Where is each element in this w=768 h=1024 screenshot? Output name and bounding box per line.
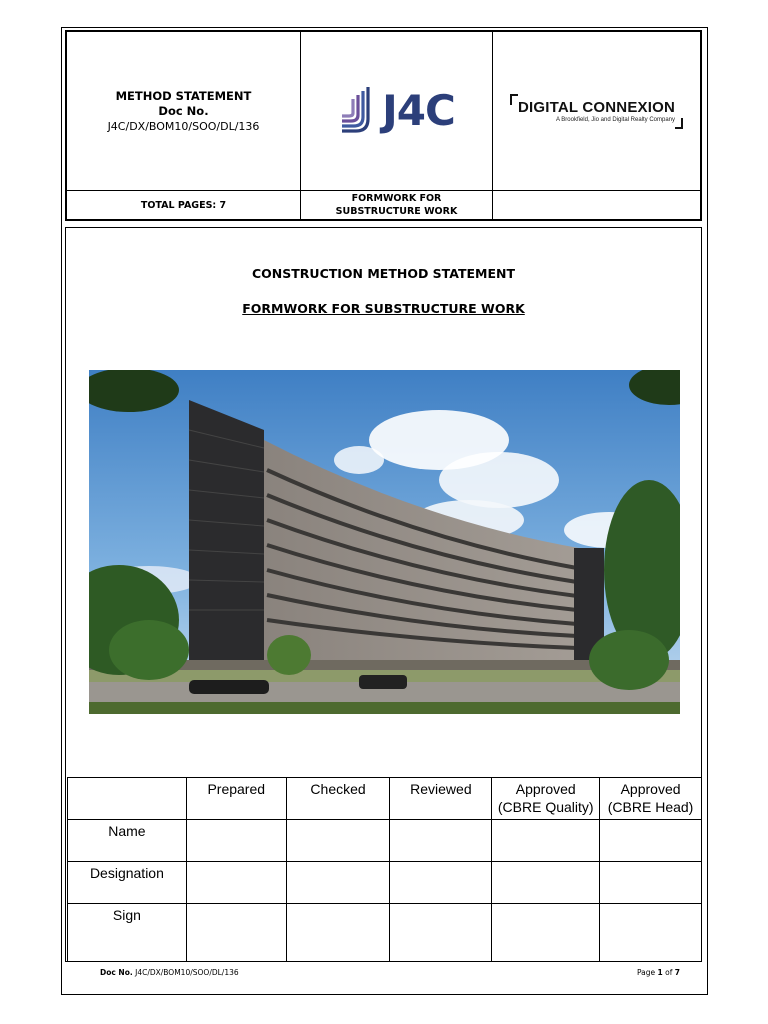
partner-logo-name: DIGITAL CONNEXION [517,98,676,116]
footer-page-total: 7 [674,968,680,977]
table-cell[interactable] [600,904,702,962]
table-cell[interactable] [286,862,390,904]
document-subtitle: FORMWORK FOR SUBSTRUCTURE WORK [242,301,525,316]
header-table [65,30,702,221]
body-box [65,227,702,962]
doc-number: J4C/DX/BOM10/SOO/DL/136 [107,119,260,133]
j4c-stripes-icon [338,85,376,137]
table-cell[interactable] [390,862,492,904]
footer-page-of: of [665,968,673,977]
row-label-sign: Sign [68,904,187,962]
footer-doc-no-label: Doc No. [100,968,133,977]
empty-cell [493,191,700,219]
footer-doc-number: J4C/DX/BOM10/SOO/DL/136 [135,968,239,977]
method-statement-label: METHOD STATEMENT [115,88,252,103]
table-cell[interactable] [600,820,702,862]
table-cell[interactable] [492,820,600,862]
table-cell[interactable] [492,904,600,962]
doc-no-label: Doc No. [158,103,209,118]
col-header-approved-head: Approved (CBRE Head) [600,778,702,820]
table-cell[interactable] [600,862,702,904]
row-label-name: Name [68,820,187,862]
approval-corner-cell [68,778,187,820]
table-cell[interactable] [186,820,286,862]
table-cell[interactable] [286,820,390,862]
footer-page-current: 1 [657,968,663,977]
footer-page-label: Page [636,968,656,977]
table-cell[interactable] [186,862,286,904]
table-cell[interactable] [390,820,492,862]
digital-connexion-logo [510,94,683,129]
footer-page-number [637,968,680,977]
j4c-logo-cell [301,32,492,190]
footer-doc-no [100,968,239,977]
j4c-logo [338,85,455,137]
table-cell[interactable] [390,904,492,962]
j4c-logo-text: J4C [382,86,455,135]
col-header-reviewed: Reviewed [390,778,492,820]
table-cell[interactable] [492,862,600,904]
doc-info-cell [67,32,300,190]
document-title: CONSTRUCTION METHOD STATEMENT [252,266,515,281]
total-pages: TOTAL PAGES: 7 [140,199,227,211]
col-header-checked: Checked [286,778,390,820]
building-photo [89,370,680,714]
table-cell[interactable] [186,904,286,962]
approval-table [67,777,702,962]
table-cell[interactable] [286,904,390,962]
col-header-approved-quality: Approved (CBRE Quality) [492,778,600,820]
row-label-designation: Designation [68,862,187,904]
partner-logo-tagline: A Brookfield, Jio and Digital Realty Company [555,116,676,123]
col-header-prepared: Prepared [186,778,286,820]
digital-connexion-logo-cell [493,32,700,190]
work-title-cell: FORMWORK FOR SUBSTRUCTURE WORK [335,193,458,217]
